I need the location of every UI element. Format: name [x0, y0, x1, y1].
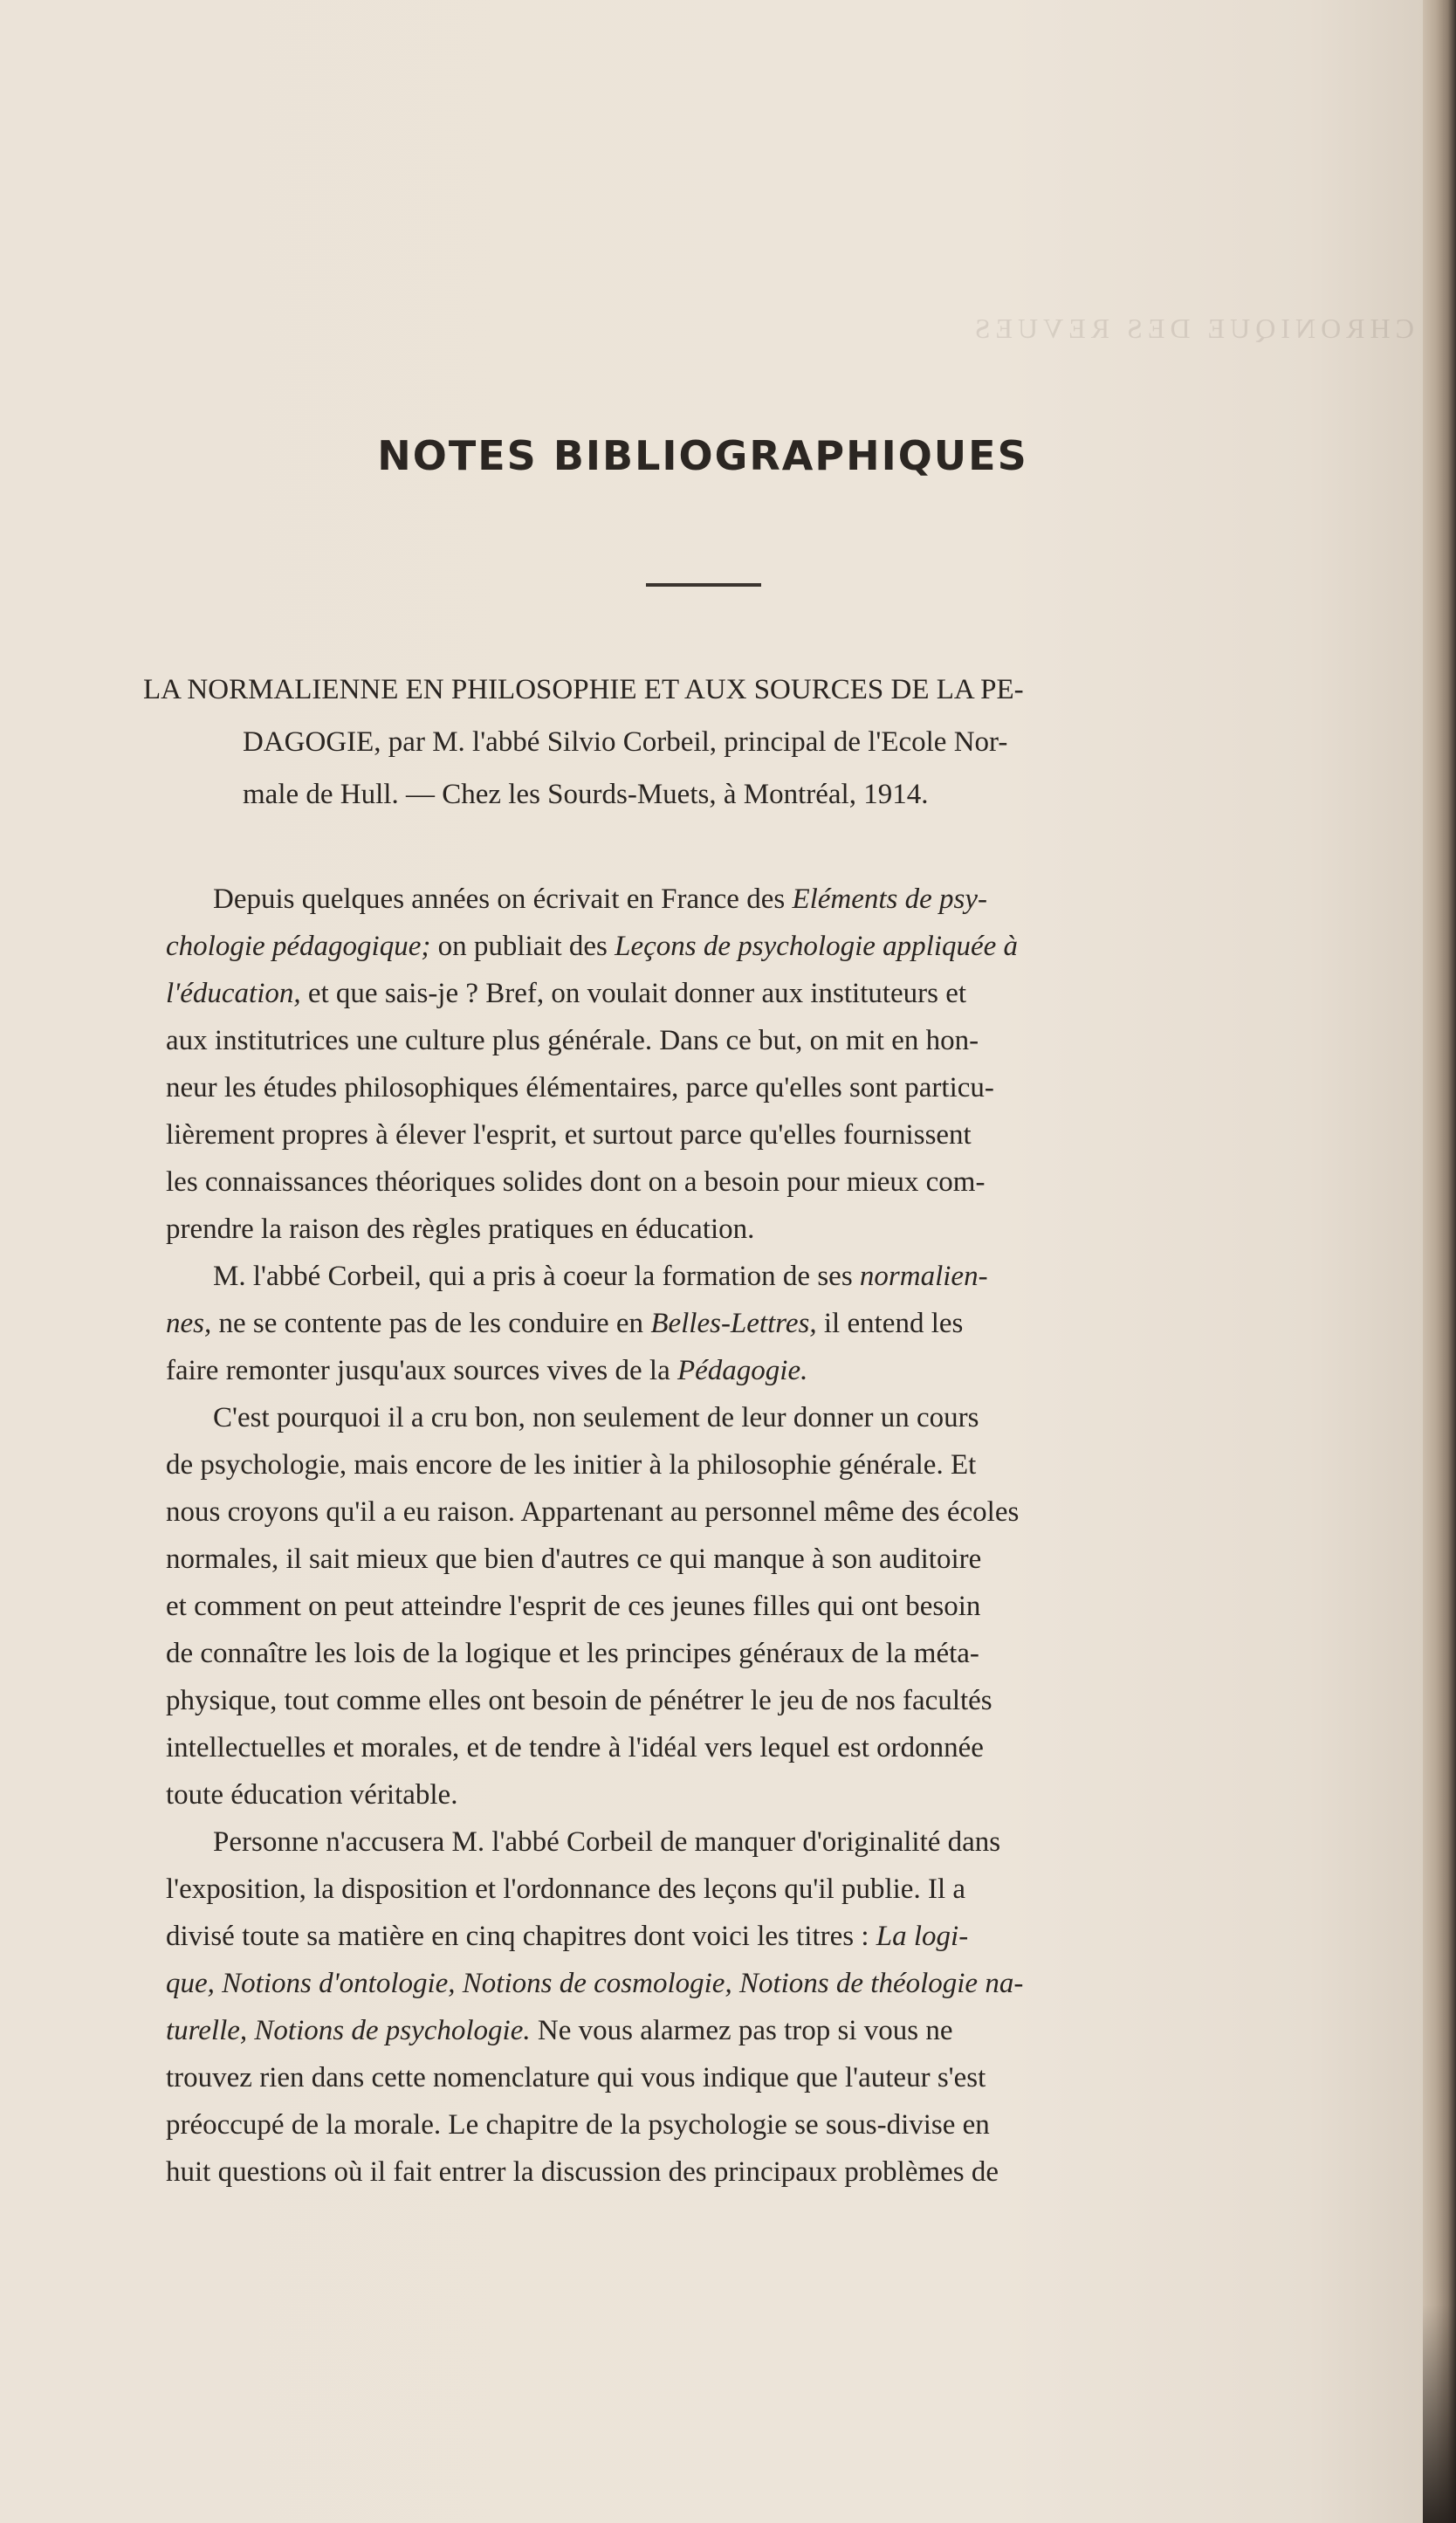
text-line	[166, 1300, 1301, 1347]
text-span: Ne vous alarmez pas trop si vous ne	[530, 2015, 953, 2046]
book-spine-shadow	[1423, 2305, 1456, 2523]
text-line: huit questions où il fait entrer la discussion des principaux problèmes de	[166, 2156, 999, 2188]
title-divider	[646, 583, 761, 587]
text-line: de connaître les lois de la logique et les principes généraux de la méta-	[166, 1638, 979, 1669]
text-line: de psychologie, mais encore de les initier à la philosophie générale. Et	[166, 1449, 977, 1481]
page-title: NOTES BIBLIOGRAPHIQUES	[377, 432, 1028, 479]
text-span: faire remonter jusqu'aux sources vives de la	[166, 1355, 677, 1386]
text-span: Depuis quelques années on écrivait en France des	[213, 883, 793, 915]
text-line: C'est pourquoi il a cru bon, non seulement de leur donner un cours	[213, 1402, 979, 1433]
text-line: prendre la raison des règles pratiques en éducation.	[166, 1213, 755, 1245]
book-reference	[143, 663, 1278, 821]
reference-line: DAGOGIE, par M. l'abbé Silvio Corbeil, principal de l'Ecole Nor-	[243, 726, 1008, 758]
text-span: ne se contente pas de les conduire en	[211, 1308, 651, 1339]
text-line	[166, 970, 1301, 1017]
italic-title: l'éducation,	[166, 978, 301, 1009]
italic-chapter: que, Notions d'ontologie, Notions de cosmologie, Notions de théologie na-	[166, 1968, 1024, 1999]
italic-word: nes,	[166, 1308, 212, 1339]
text-span: on publiait des	[430, 931, 615, 962]
text-line: normales, il sait mieux que bien d'autres ce qui manque à son auditoire	[166, 1543, 982, 1575]
text-line: trouvez rien dans cette nomenclature qui vous indique que l'auteur s'est	[166, 2062, 986, 2093]
text-line: préoccupé de la morale. Le chapitre de la psychologie se sous-divise en	[166, 2109, 990, 2141]
review-body	[166, 876, 1301, 2196]
text-line: les connaissances théoriques solides dont on a besoin pour mieux com-	[166, 1166, 986, 1198]
text-line: lièrement propres à élever l'esprit, et surtout parce qu'elles fournissent	[166, 1119, 972, 1151]
text-span: il entend les	[816, 1308, 964, 1339]
italic-title: chologie pédagogique;	[166, 931, 431, 962]
italic-word: normalien-	[859, 1261, 988, 1292]
text-line	[166, 876, 1301, 923]
text-line	[166, 2007, 1301, 2054]
italic-title: Eléments de psy-	[792, 883, 988, 915]
text-line	[166, 1960, 1301, 2007]
text-line	[166, 1347, 1301, 1394]
text-line: l'exposition, la disposition et l'ordonnance des leçons qu'il publie. Il a	[166, 1873, 966, 1905]
text-line	[166, 923, 1301, 970]
italic-chapter: turelle, Notions de psychologie.	[166, 2015, 531, 2046]
text-line: aux institutrices une culture plus générale. Dans ce but, on mit en hon-	[166, 1025, 979, 1056]
text-line	[166, 1913, 1301, 1960]
italic-word: Belles-Lettres,	[650, 1308, 817, 1339]
text-line: toute éducation véritable.	[166, 1779, 458, 1811]
text-line	[166, 1253, 1301, 1300]
text-span: M. l'abbé Corbeil, qui a pris à coeur la formation de ses	[213, 1261, 860, 1292]
italic-word: Pédagogie.	[677, 1355, 808, 1386]
italic-title: Leçons de psychologie appliquée à	[615, 931, 1019, 962]
bleed-through-header: CHRONIQUE DES REVUES	[969, 313, 1414, 344]
text-line: et comment on peut atteindre l'esprit de ces jeunes filles qui ont besoin	[166, 1591, 981, 1622]
text-span: divisé toute sa matière en cinq chapitres dont voici les titres :	[166, 1921, 876, 1952]
book-spine	[1423, 0, 1456, 2523]
text-line: intellectuelles et morales, et de tendre à l'idéal vers lequel est ordonnée	[166, 1732, 984, 1763]
italic-chapter: La logi-	[876, 1921, 969, 1952]
text-span: et que sais-je ? Bref, on voulait donner aux instituteurs et	[300, 978, 967, 1009]
reference-line: male de Hull. — Chez les Sourds-Muets, à Montréal, 1914.	[243, 779, 929, 810]
text-line: neur les études philosophiques élémentaires, parce qu'elles sont particu-	[166, 1072, 994, 1103]
text-line: nous croyons qu'il a eu raison. Appartenant au personnel même des écoles	[166, 1496, 1020, 1528]
text-line: physique, tout comme elles ont besoin de pénétrer le jeu de nos facultés	[166, 1685, 992, 1716]
text-line: Personne n'accusera M. l'abbé Corbeil de manquer d'originalité dans	[213, 1826, 1001, 1858]
reference-line: LA NORMALIENNE EN PHILOSOPHIE ET AUX SOURCES DE LA PE-	[143, 674, 1024, 705]
